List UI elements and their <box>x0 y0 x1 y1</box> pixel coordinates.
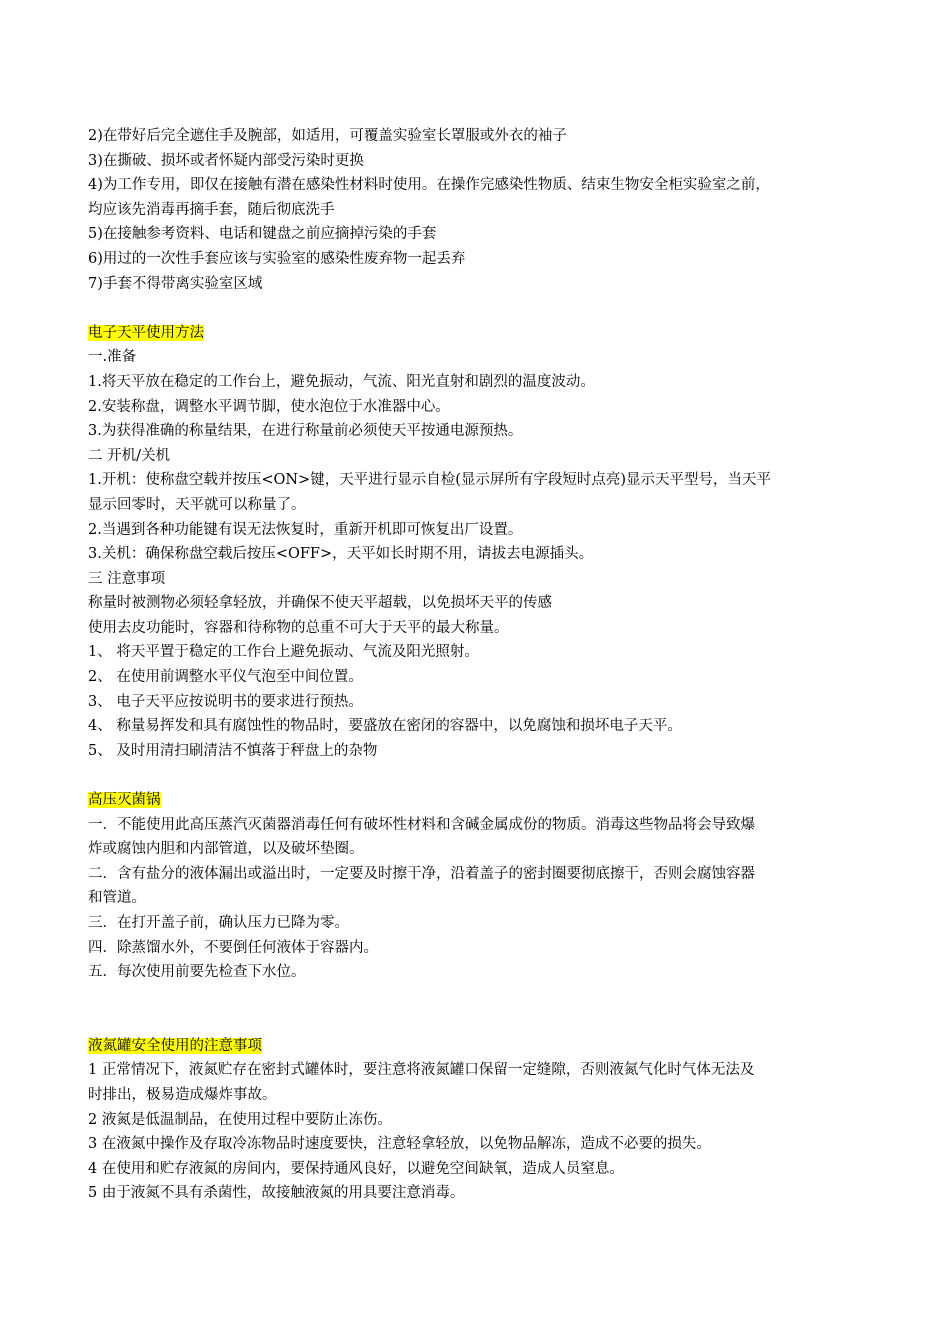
balance-line: 1、 将天平置于稳定的工作台上避免振动、气流及阳光照射。 <box>88 644 479 661</box>
autoclave-section <box>88 788 878 985</box>
balance-line: 3、 电子天平应按说明书的要求进行预热。 <box>88 693 363 710</box>
balance-line: 3.关机：确保称盘空载后按压<OFF>，天平如长时期不用，请拔去电源插头。 <box>88 546 594 563</box>
section-heading <box>88 788 878 813</box>
autoclave-line: 炸或腐蚀内胆和内部管道，以及破坏垫圈。 <box>88 841 364 858</box>
balance-line: 一.准备 <box>88 349 137 366</box>
glove-rule-line: 6)用过的一次性手套应该与实验室的感染性废弃物一起丢弃 <box>88 250 466 267</box>
glove-rule-line: 7)手套不得带离实验室区域 <box>88 275 263 292</box>
balance-line: 称量时被测物必须轻拿轻放，并确保不使天平超载，以免损坏天平的传感 <box>88 595 552 612</box>
balance-line: 二 开机/关机 <box>88 447 170 464</box>
balance-line: 2.安装称盘，调整水平调节脚，使水泡位于水准器中心。 <box>88 398 450 415</box>
glove-rule-line: 均应该先消毒再摘手套，随后彻底洗手 <box>88 201 335 218</box>
glove-rule-line: 4)为工作专用，即仅在接触有潜在感染性材料时使用。在操作完感染性物质、结束生物安全柜实验室之前， <box>88 177 770 194</box>
document-page <box>88 124 878 1206</box>
spacer <box>88 763 878 788</box>
balance-line: 2.当遇到各种功能键有误无法恢复时，重新开机即可恢复出厂设置。 <box>88 521 523 538</box>
glove-rule-line: 5)在接触参考资料、电话和键盘之前应摘掉污染的手套 <box>88 226 437 243</box>
balance-line: 使用去皮功能时，容器和待称物的总重不可大于天平的最大称量。 <box>88 619 509 636</box>
nitrogen-section <box>88 1034 878 1206</box>
balance-line: 显示回零时，天平就可以称量了。 <box>88 496 306 513</box>
balance-line: 3.为获得准确的称量结果，在进行称量前必须使天平按通电源预热。 <box>88 423 523 440</box>
balance-line: 2、 在使用前调整水平仪气泡至中间位置。 <box>88 669 363 686</box>
autoclave-line: 四．除蒸馏水外，不要倒任何液体于容器内。 <box>88 939 378 956</box>
balance-line: 1.开机：使称盘空载并按压<ON>键，天平进行显示自检(显示屏所有字段短时点亮)显示天平型号，当天平 <box>88 472 772 489</box>
nitrogen-line: 时排出，极易造成爆炸事故。 <box>88 1086 277 1103</box>
autoclave-line: 五．每次使用前要先检查下水位。 <box>88 964 306 981</box>
autoclave-title: 高压灭菌锅 <box>88 792 161 809</box>
nitrogen-line: 5 由于液氮不具有杀菌性，故接触液氮的用具要注意消毒。 <box>88 1185 465 1202</box>
balance-line: 三 注意事项 <box>88 570 166 587</box>
spacer <box>88 985 878 1034</box>
nitrogen-line: 3 在液氮中操作及存取冷冻物品时速度要快，注意轻拿轻放，以免物品解冻，造成不必要的损失。 <box>88 1136 711 1153</box>
glove-rule-line: 2)在带好后完全遮住手及腕部，如适用，可覆盖实验室长罩服或外衣的袖子 <box>88 128 567 144</box>
nitrogen-title: 液氮罐安全使用的注意事项 <box>88 1037 262 1054</box>
autoclave-line: 和管道。 <box>88 890 146 907</box>
balance-line: 1.将天平放在稳定的工作台上，避免振动，气流、阳光直射和剧烈的温度波动。 <box>88 373 595 390</box>
section-heading <box>88 321 878 346</box>
glove-rules-section <box>88 124 878 296</box>
spacer <box>88 296 878 321</box>
balance-line: 5、 及时用清扫刷清洁不慎落于秤盘上的杂物 <box>88 742 378 759</box>
glove-rule-line: 3)在撕破、损坏或者怀疑内部受污染时更换 <box>88 152 364 169</box>
nitrogen-line: 2 液氮是低温制品，在使用过程中要防止冻伤。 <box>88 1111 392 1128</box>
autoclave-line: 二．含有盐分的液体漏出或溢出时，一定要及时擦干净，沿着盖子的密封圈要彻底擦干，否则会腐蚀容器 <box>88 865 755 882</box>
balance-section <box>88 321 878 764</box>
autoclave-line: 三．在打开盖子前，确认压力已降为零。 <box>88 915 349 931</box>
nitrogen-line: 1 正常情况下，液氮贮存在密封式罐体时，要注意将液氮罐口保留一定缝隙，否则液氮气化时气体无法及 <box>88 1062 755 1079</box>
nitrogen-line: 4 在使用和贮存液氮的房间内，要保持通风良好，以避免空间缺氧，造成人员窒息。 <box>88 1160 624 1177</box>
section-heading <box>88 1034 878 1059</box>
balance-title: 电子天平使用方法 <box>88 324 204 341</box>
autoclave-line: 一．不能使用此高压蒸汽灭菌器消毒任何有破坏性材料和含碱金属成份的物质。消毒这些物品将会导致爆 <box>88 816 755 833</box>
balance-line: 4、 称量易挥发和具有腐蚀性的物品时，要盛放在密闭的容器中，以免腐蚀和损坏电子天平。 <box>88 718 682 735</box>
